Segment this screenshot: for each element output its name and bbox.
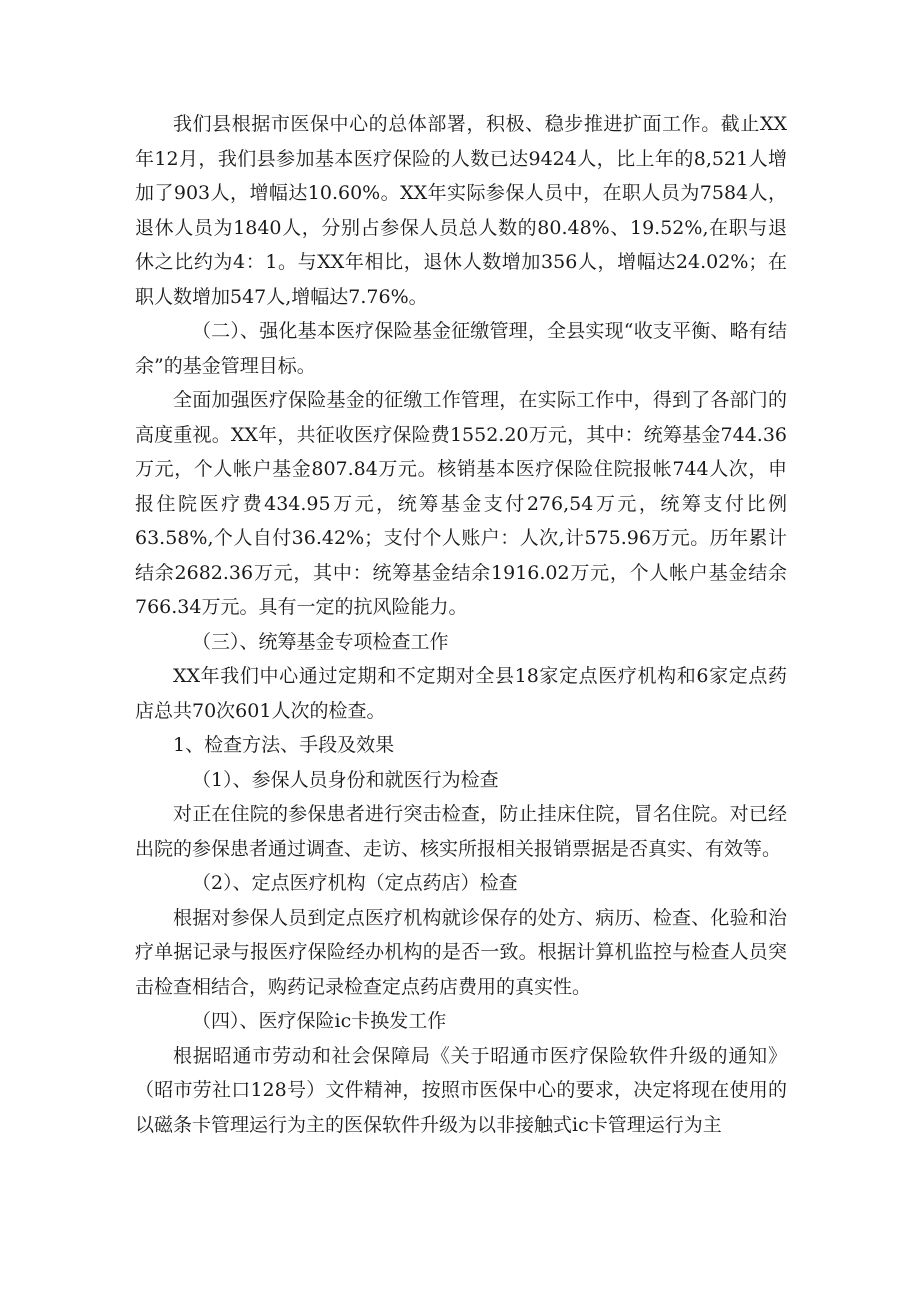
paragraph-insured-identity-check: 对正在住院的参保患者进行突击检查，防止挂床住院，冒名住院。对已经出院的参保患者通过调查、走访、核实所报相关报销票据是否真实、有效等。 (135, 803, 787, 860)
paragraph-ic-card-replacement: 根据昭通市劳动和社会保障局《关于昭通市医疗保险软件升级的通知》（昭市劳社口128号）文件精神，按照市医保中心的要求，决定将现在使用的以磁条卡管理运行为主的医保软件升级为以非接触式ic卡管理运行为主 (135, 1044, 787, 1136)
heading-insured-identity-check: （1）、参保人员身份和就医行为检查 (192, 768, 499, 791)
heading-fund-collection: （二）、强化基本医疗保险基金征缴管理，全县实现“收支平衡、略有结余”的基金管理目标。 (135, 320, 787, 377)
heading-inspection-methods: 1、检查方法、手段及效果 (173, 734, 395, 756)
paragraph-coverage-expansion: 我们县根据市医保中心的总体部署，积极、稳步推进扩面工作。截止XX年12月，我们县参加基本医疗保险的人数已达9424人，比上年的8,521人增加了903人，增幅达10.60%。XX年实际参保人员中，在职人员为7584人，退休人员为1840人，分别占参保人员总人数的80.48%、19.52%,在职与退休之比约为4：1。与XX年相比，退休人数增加356人，增幅达24.02%；在职人数增加547人,增幅达7.76%。 (135, 113, 787, 308)
heading-ic-card-replacement: （四）、医疗保险ic卡换发工作 (192, 1010, 447, 1032)
heading-special-inspection: （三）、统筹基金专项检查工作 (192, 630, 449, 653)
paragraph-inspection-summary: XX年我们中心通过定期和不定期对全县18家定点医疗机构和6家定点药店总共70次601人次的检查。 (135, 665, 787, 722)
heading-designated-institution-check: （2）、定点医疗机构（定点药店）检查 (192, 872, 518, 894)
document-body (135, 107, 787, 1142)
paragraph-fund-collection: 全面加强医疗保险基金的征缴工作管理，在实际工作中，得到了各部门的高度重视。XX年，共征收医疗保险费1552.20万元，其中：统筹基金744.36万元，个人帐户基金807.84万元。核销基本医疗保险住院报帐744人次，申报住院医疗费434.95万元，统筹基金支付276,54万元，统筹支付比例63.58%,个人自付36.42%；支付个人账户：人次,计575.96万元。历年累计结余2682.36万元，其中：统筹基金结余1916.02万元，个人帐户基金结余766.34万元。具有一定的抗风险能力。 (135, 389, 787, 618)
paragraph-designated-institution-check: 根据对参保人员到定点医疗机构就诊保存的处方、病历、检查、化验和治疗单据记录与报医疗保险经办机构的是否一致。根据计算机监控与检查人员突击检查相结合，购药记录检查定点药店费用的真实性。 (135, 906, 787, 998)
